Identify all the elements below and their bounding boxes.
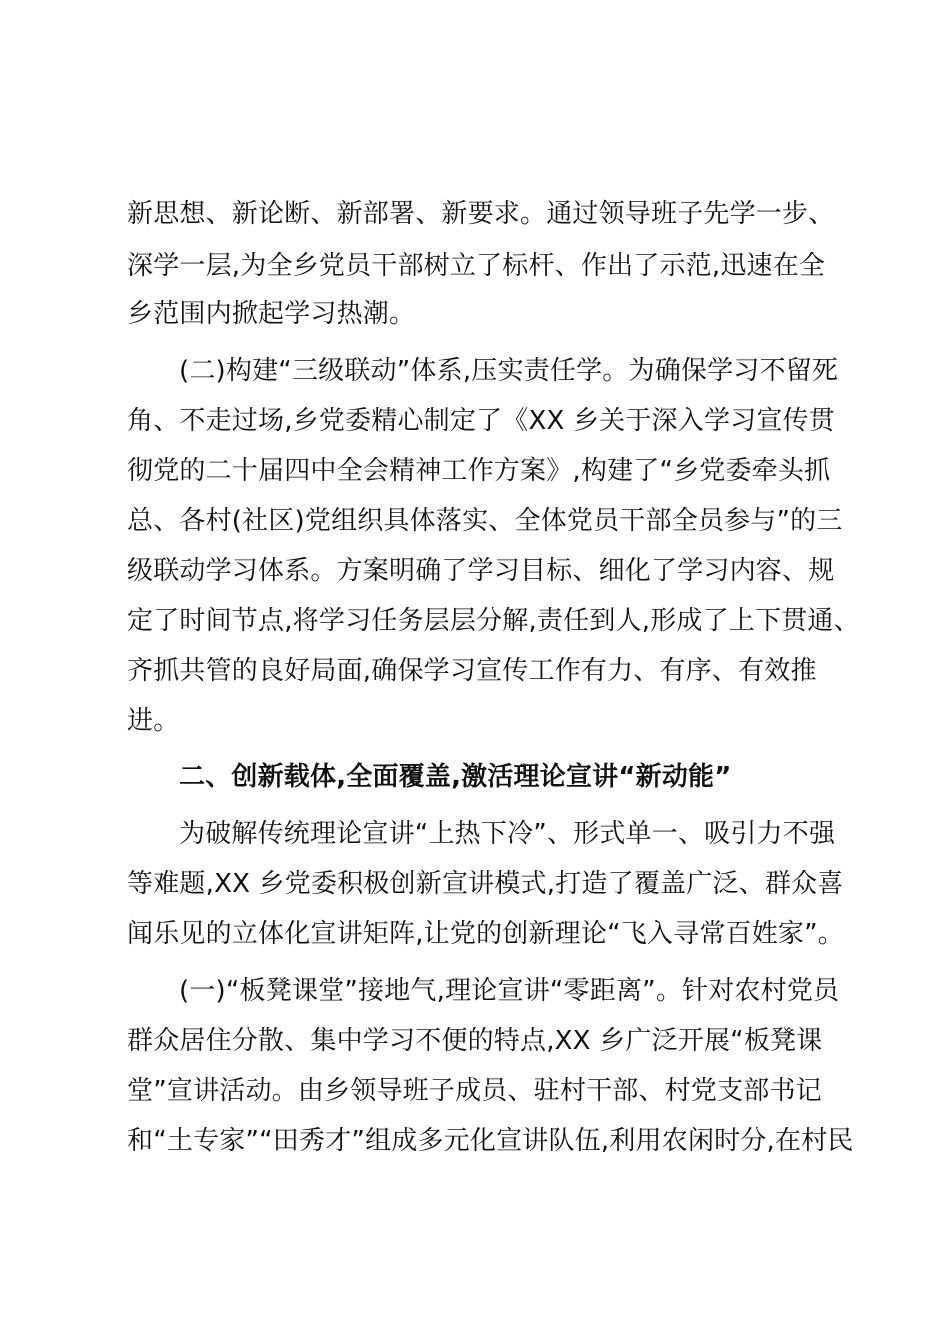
text-line: 和“土专家”“田秀才”组成多元化宣讲队伍,利用农闲时分,在村民 [127,1126,854,1156]
text-line: 堂”宣讲活动。由乡领导班子成员、驻村干部、村党支部书记 [127,1076,822,1106]
text-line: 彻党的二十届四中全会精神工作方案》,构建了“乡党委牵头抓 [127,456,831,486]
text-line: 深学一层,为全乡党员干部树立了标杆、作出了示范,迅速在全 [127,251,826,281]
text-line: 齐抓共管的良好局面,确保学习宣传工作有力、有序、有效推 [127,656,817,686]
text-line: 等难题,XX 乡党委积极创新宣讲模式,打造了覆盖广泛、群众喜 [127,869,844,899]
paragraph-first-line: (一)“板凳课堂”接地气,理论宣讲“零距离”。针对农村党员 [179,976,840,1006]
text-line: 定了时间节点,将学习任务层层分解,责任到人,形成了上下贯通、 [127,606,860,636]
section-heading: 二、创新载体,全面覆盖,激活理论宣讲“新动能” [179,762,732,792]
text-line: 群众居住分散、集中学习不便的特点,XX 乡广泛开展“板凳课 [127,1026,823,1056]
text-line: 进。 [127,706,180,736]
text-line: 乡范围内掀起学习热潮。 [127,299,416,329]
text-line: 新思想、新论断、新部署、新要求。通过领导班子先学一步、 [127,199,835,229]
paragraph-first-line: (二)构建“三级联动”体系,压实责任学。为确保学习不留死 [179,356,839,386]
paragraph-first-line: 为破解传统理论宣讲“上热下冷”、形式单一、吸引力不强 [179,819,836,849]
text-line: 级联动学习体系。方案明确了学习目标、细化了学习内容、规 [127,556,835,586]
text-line: 闻乐见的立体化宣讲矩阵,让党的创新理论“飞入寻常百姓家”。 [127,919,845,949]
text-line: 角、不走过场,乡党委精心制定了《XX 乡关于深入学习宣传贯 [127,406,835,436]
text-line: 总、各村(社区)党组织具体落实、全体党员干部全员参与”的三 [127,506,843,536]
